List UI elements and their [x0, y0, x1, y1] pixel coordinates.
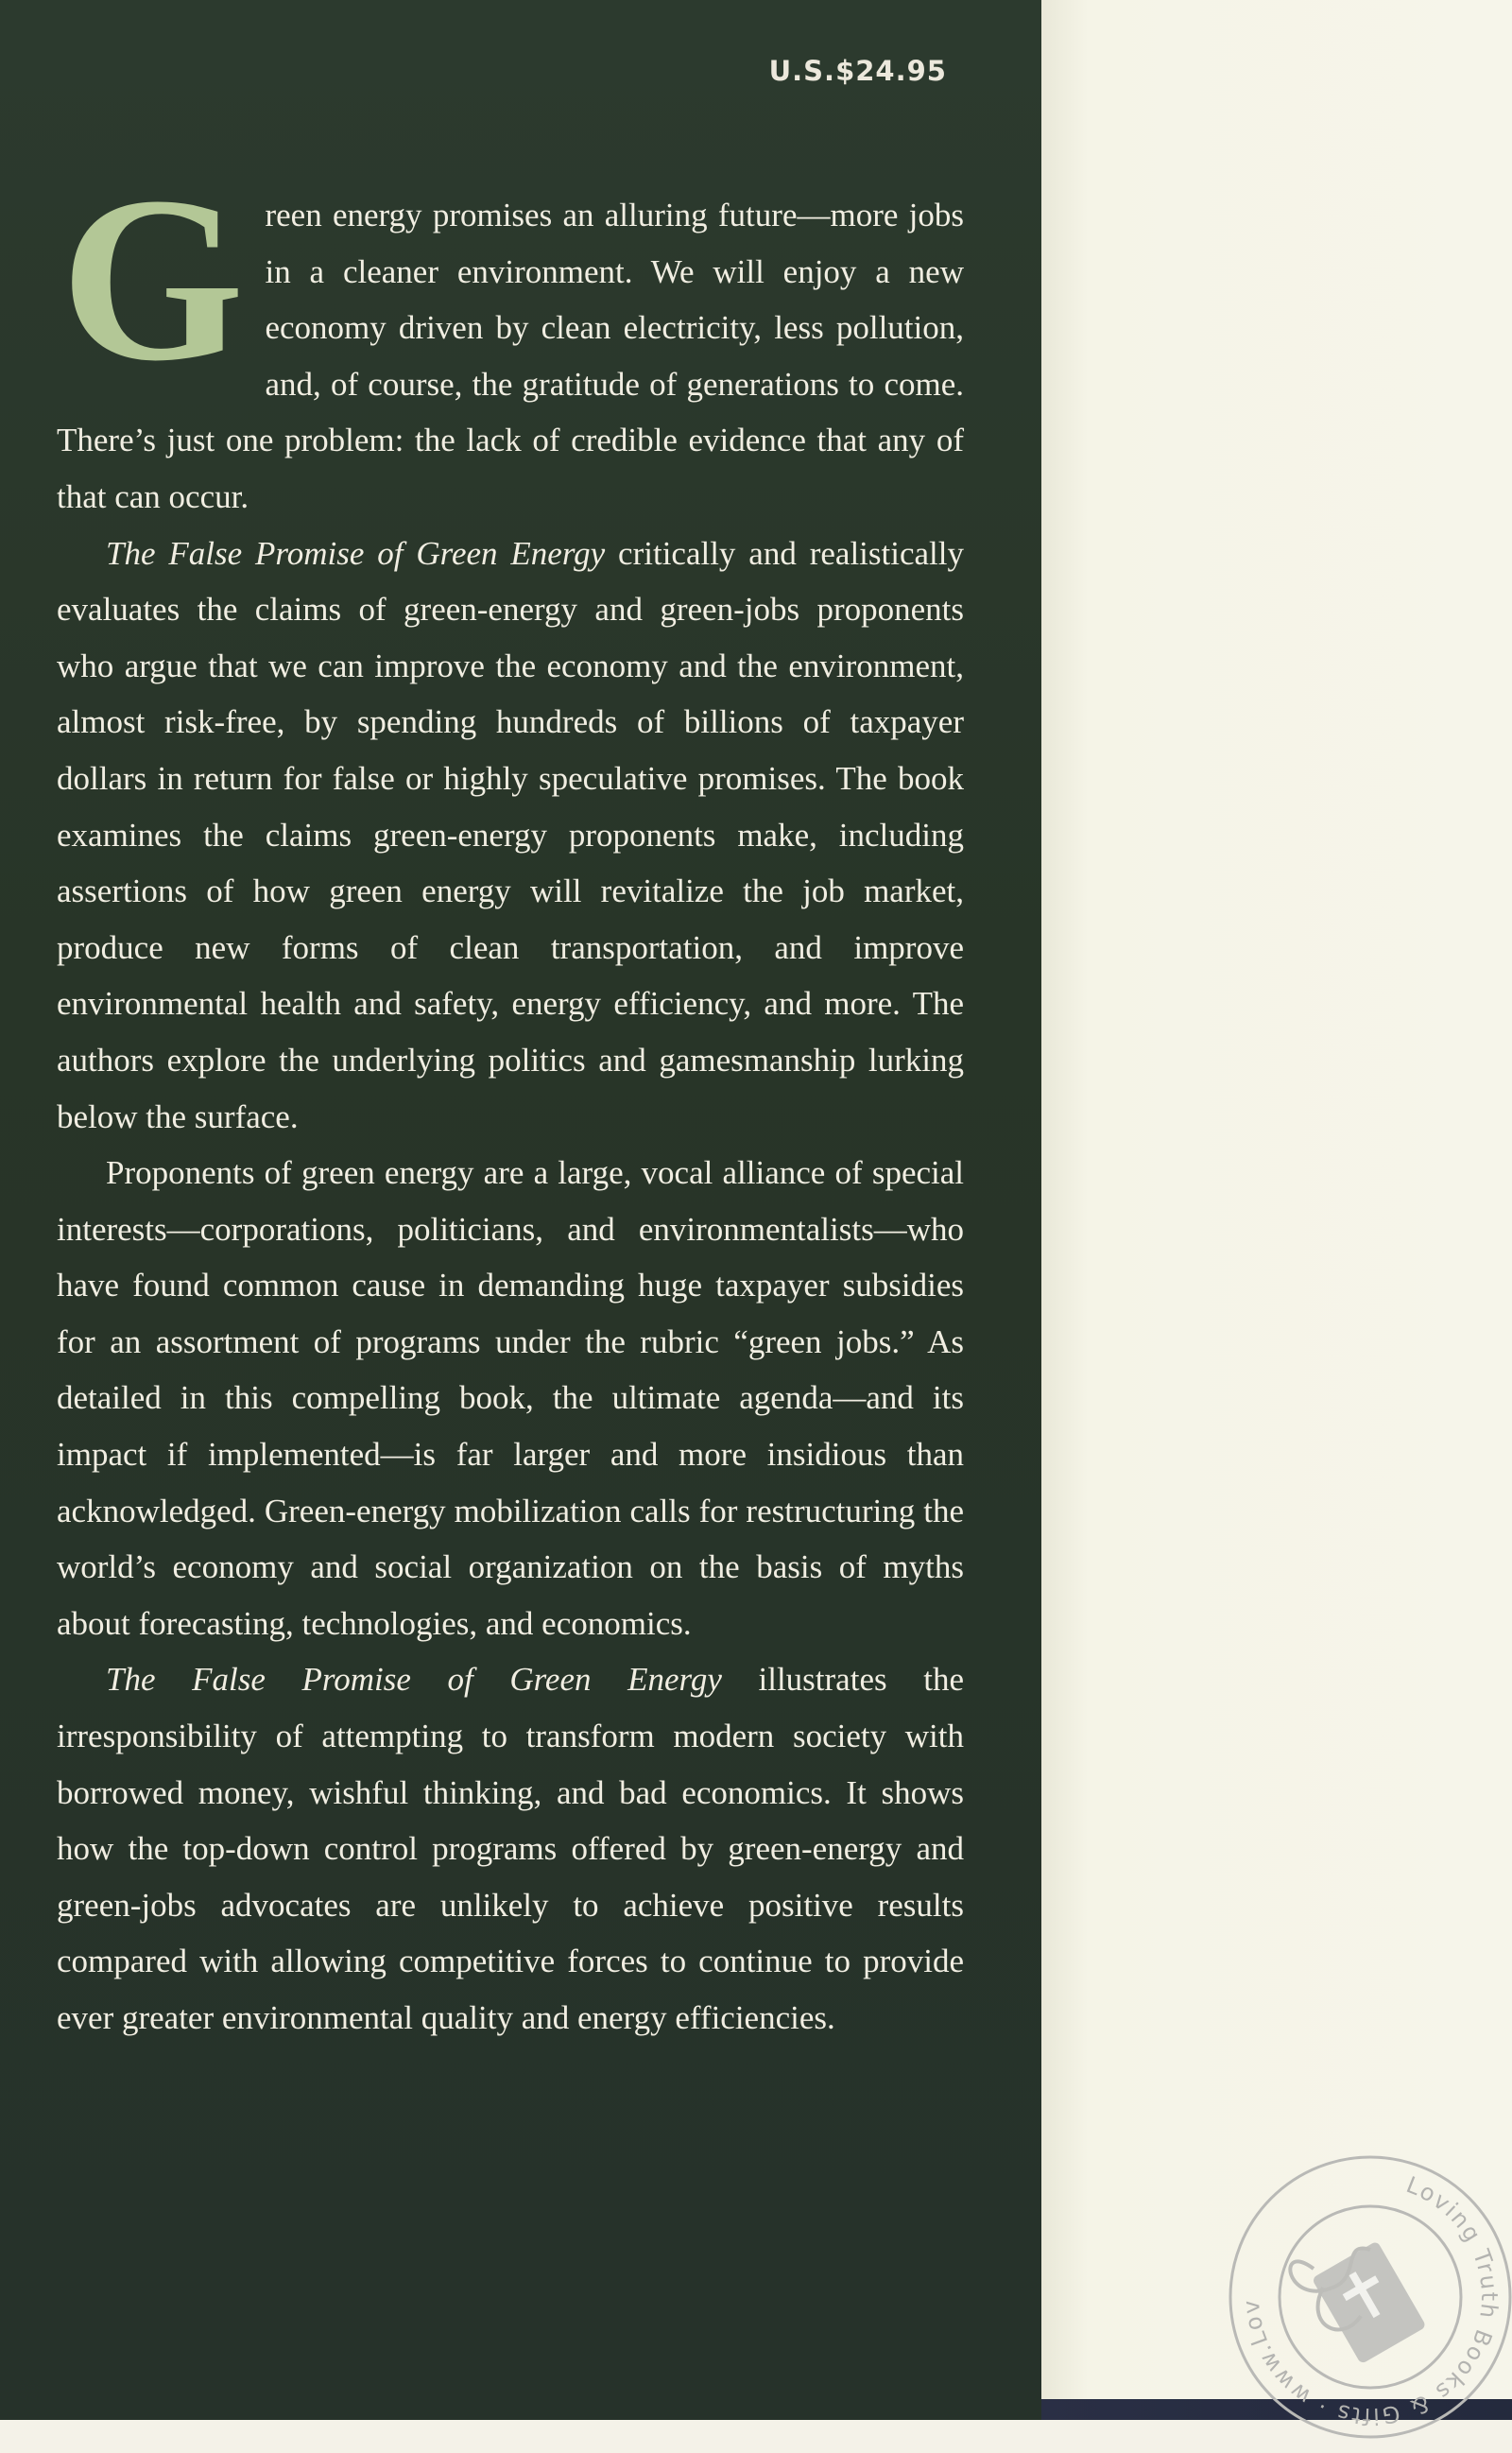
stamp-ring-text: Loving Truth Books & Gifts · www.Lov — [1237, 2171, 1503, 2430]
book-title: The False Promise of Green Energy — [106, 534, 606, 572]
paragraph-3: Proponents of green energy are a large, vocal alliance of special interests—corporations, politicians, and environmentalists—who have found common cause in demanding huge taxpayer subsidies for an assortment of programs under the rubric “green jobs.” As detailed in this compelling book, the ultimate agenda—and its impact if implemented—is far larger and more insidious than acknowledged. Green-energy mobilization calls for restructuring the world’s economy and social organization on the basis of myths about forecasting, technologies, and economics. — [57, 1154, 964, 1642]
drop-cap: G — [60, 148, 245, 410]
paragraph-1-text: reen energy promises an alluring future—more jobs in a cleaner environment. We will enjoy a new economy driven by clean electricity, less pollution, and, of course, the gratitude of generations to come. There’s just one problem: the lack of credible evidence that any of that can occur. — [57, 197, 964, 515]
endpaper — [1041, 0, 1512, 2420]
paragraph-4 — [57, 1651, 964, 2046]
paragraph-2 — [57, 526, 964, 1146]
paragraph-4-text: illustrates the irresponsibility of attempting to transform modern society with borrowed money, wishful thinking, and bad economics. It shows how the top-down control programs offered by green-energy and green-jobs advocates are unlikely to achieve positive results compared with allowing competitive forces to continue to provide ever greater environmental quality and energy efficiencies. — [57, 1661, 964, 2036]
paragraph-2-text: critically and realistically evaluates the claims of green-energy and green-jobs proponents who argue that we can improve the economy and the environment, almost risk-free, by spending hundreds of billions of taxpayer dollars in return for false or highly speculative promises. The book examines the claims green-energy proponents make, including assertions of how green energy will revitalize the job market, produce new forms of clean transportation, and improve environmental health and safety, energy efficiency, and more. The authors explore the underlying politics and gamesmanship lurking below the surface. — [57, 534, 964, 1135]
paragraph-1 — [57, 148, 964, 526]
price-label: U.S.$24.95 — [768, 55, 947, 87]
flap-copy — [57, 148, 964, 2047]
bible-icon — [1312, 2240, 1427, 2364]
stamp-logo — [1219, 2146, 1512, 2448]
store-stamp — [1219, 2146, 1512, 2448]
book-title: The False Promise of Green Energy — [106, 1661, 722, 1699]
